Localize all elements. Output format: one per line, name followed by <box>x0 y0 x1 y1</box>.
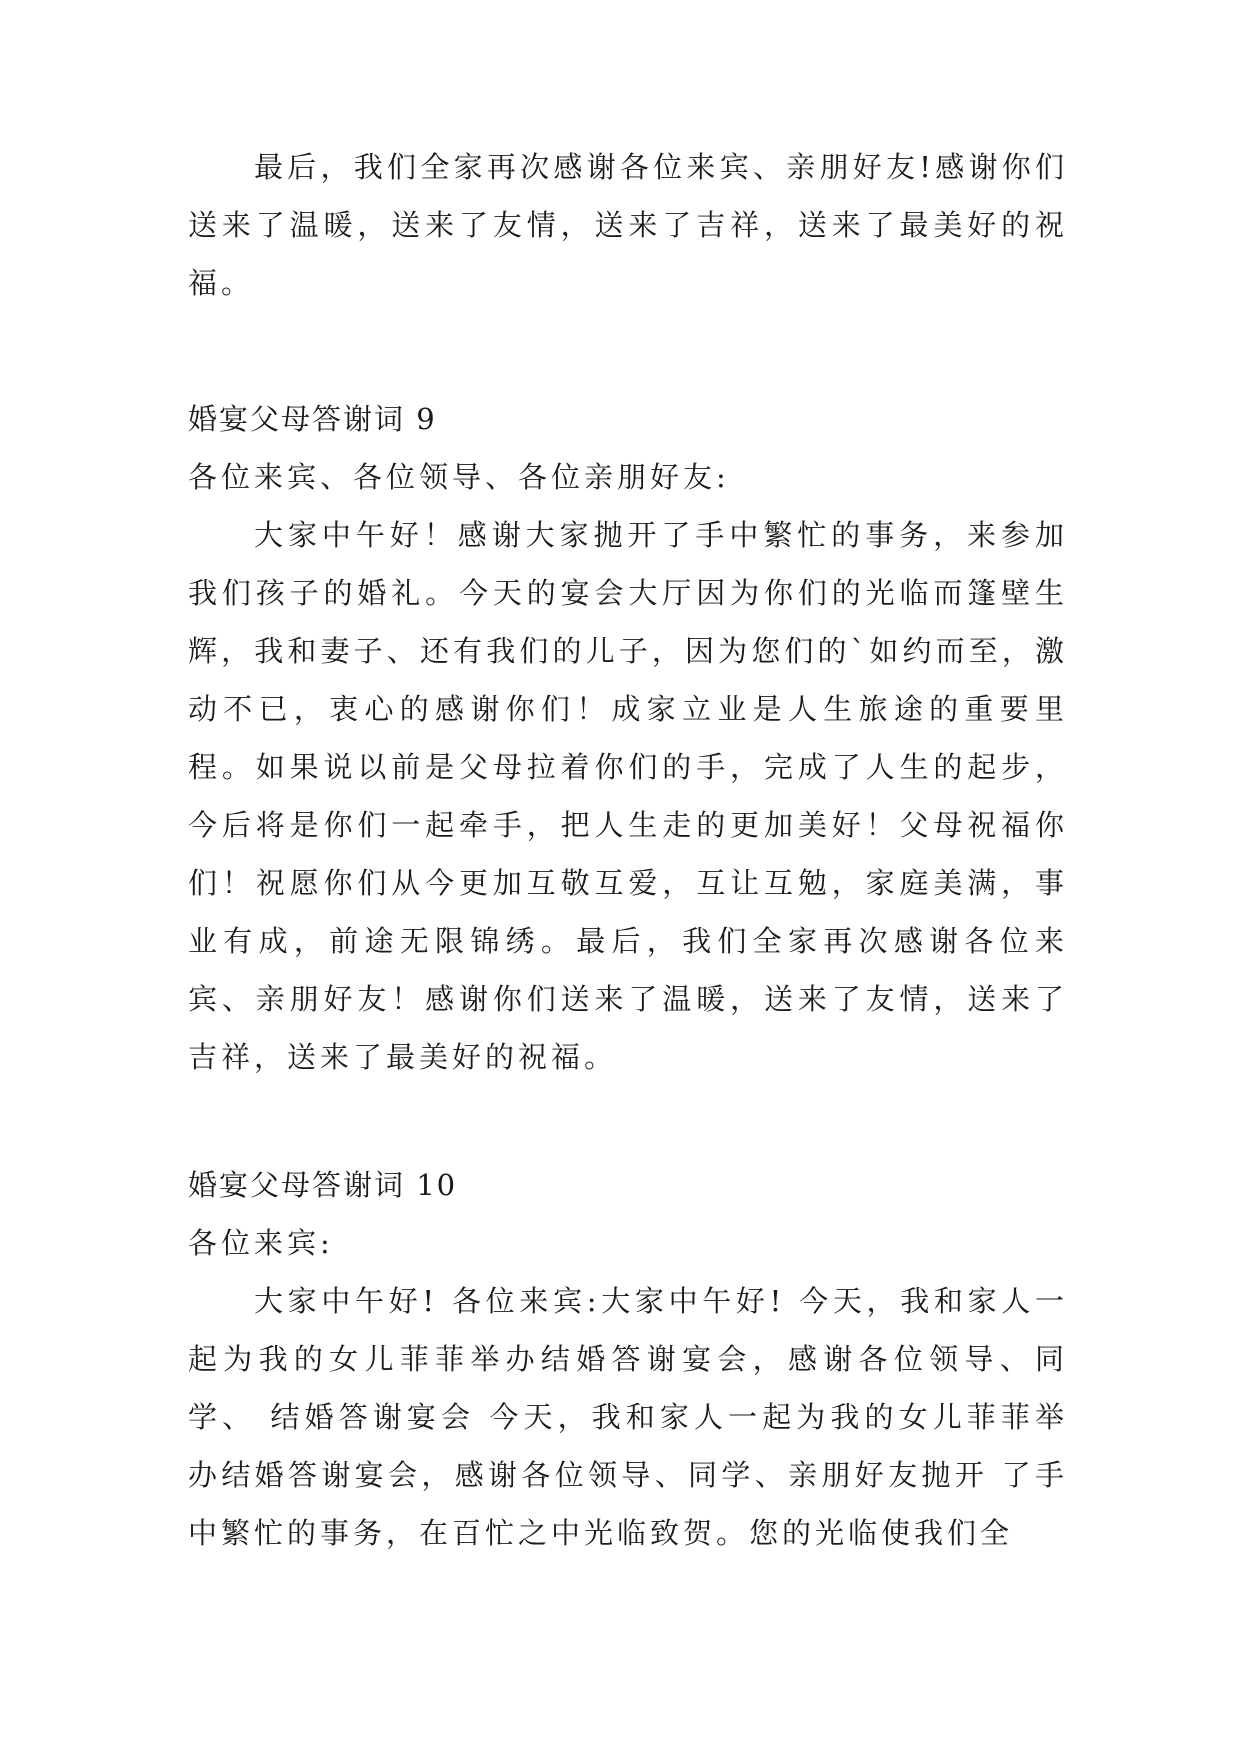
section-9-body: 大家中午好！感谢大家抛开了手中繁忙的事务，来参加我们孩子的婚礼。今天的宴会大厅因为你们的光临而篷壁生辉，我和妻子、还有我们的儿子，因为您们的`如约而至，激动不已，衷心的感谢你们！成家立业是人生旅途的重要里程。如果说以前是父母拉着你们的手，完成了人生的起步，今后将是你们一起牵手，把人生走的更加美好！父母祝福你们！祝愿你们从今更加互敬互爱，互让互勉，家庭美满，事业有成，前途无限锦绣。最后，我们全家再次感谢各位来宾、亲朋好友！感谢你们送来了温暖，送来了友情，送来了吉祥，送来了最美好的祝福。 <box>188 518 1068 1074</box>
section-9-salutation: 各位来宾、各位领导、各位亲朋好友: <box>188 460 730 494</box>
closing-paragraph: 最后，我们全家再次感谢各位来宾、亲朋好友!感谢你们送来了温暖，送来了友情，送来了吉祥，送来了最美好的祝福。 <box>188 150 1068 300</box>
section-10-body: 大家中午好! 各位来宾:大家中午好! 今天，我和家人一起为我的女儿菲菲举办结婚答谢宴会，感谢各位领导、同学、 结婚答谢宴会 今天，我和家人一起为我的女儿菲菲举办结婚答谢宴会，感谢各位领导、同学、亲朋好友抛开 了手中繁忙的事务，在百忙之中光临致贺。您的光临使我们全 <box>188 1284 1068 1550</box>
section-10-salutation: 各位来宾: <box>188 1226 334 1260</box>
section-9-title: 婚宴父母答谢词 9 <box>188 402 437 436</box>
section-10-title: 婚宴父母答谢词 10 <box>188 1168 458 1202</box>
